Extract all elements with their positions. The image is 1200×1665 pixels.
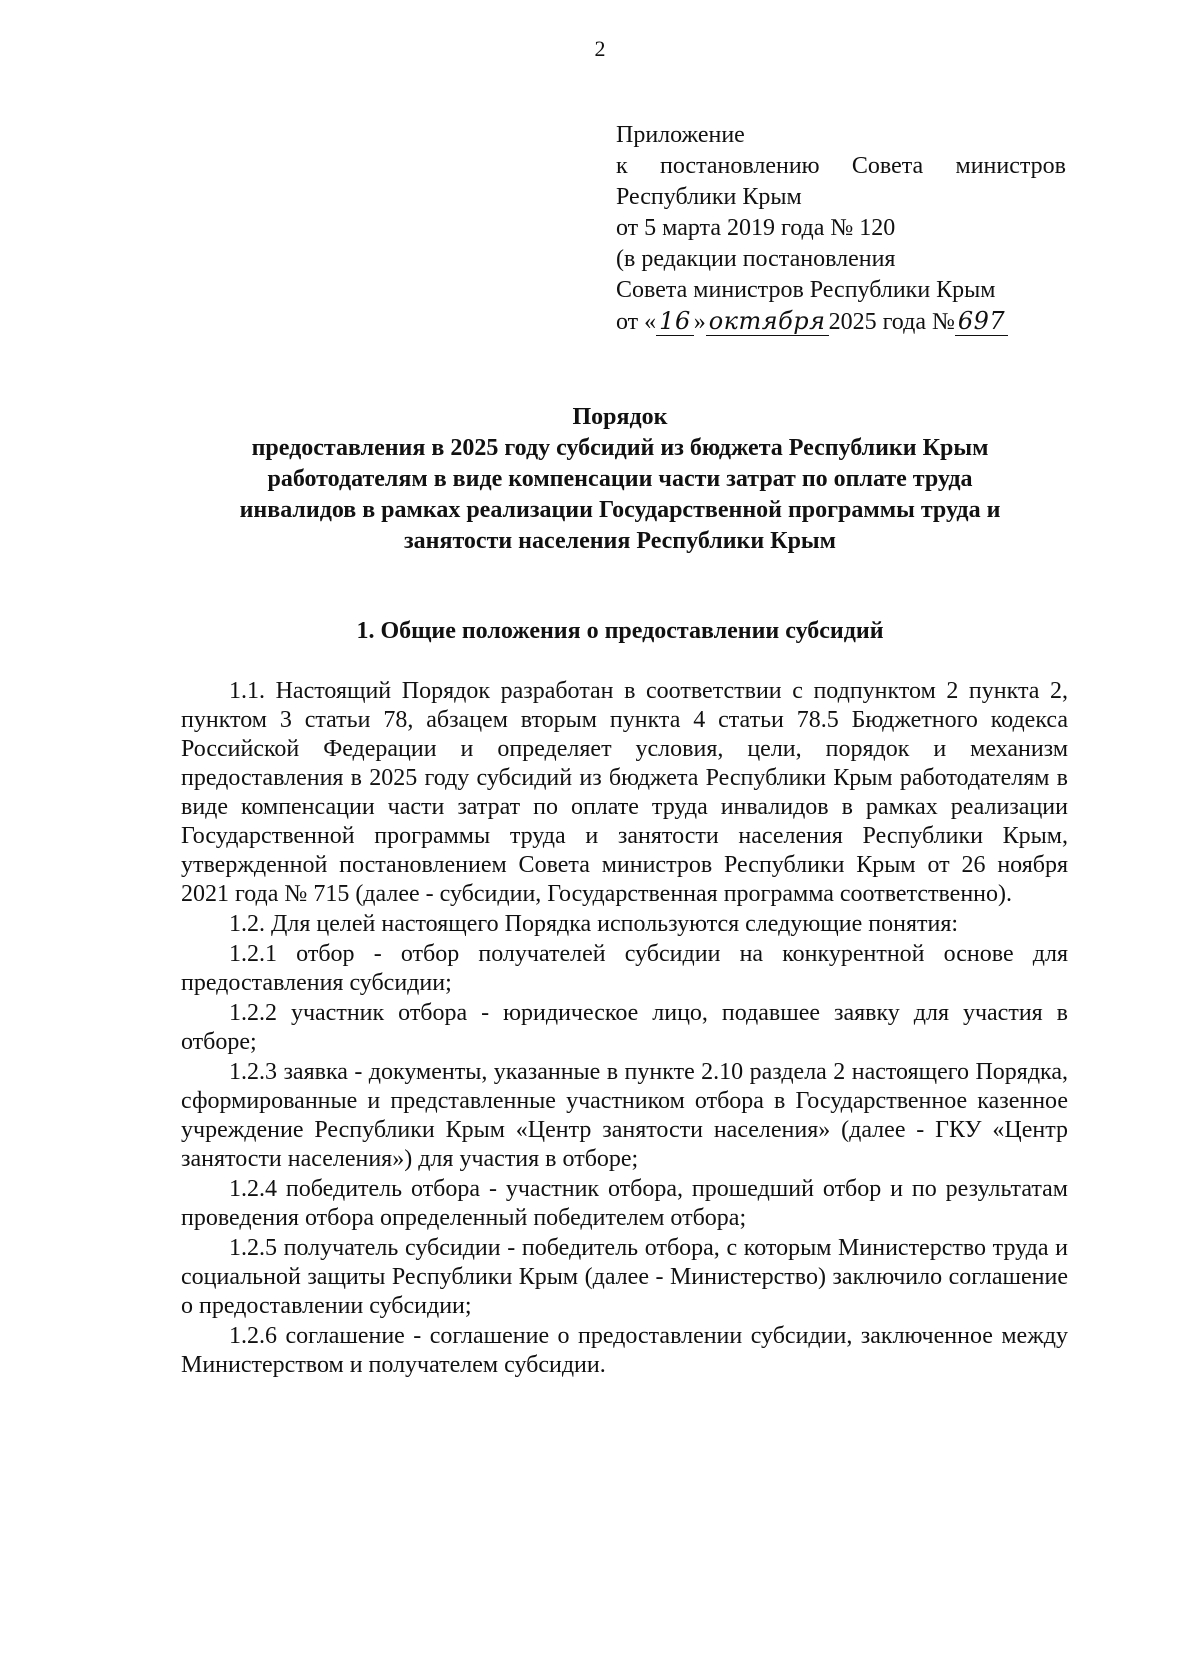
appendix-line-council: Совета министров Республики Крым (616, 277, 996, 303)
paragraph-1-2-6: 1.2.6 соглашение - соглашение о предоставлении субсидии, заключенное между Министерством и получателем субсидии. (181, 1323, 1068, 1378)
paragraph-1-2-5: 1.2.5 получатель субсидии - победитель отбора, с которым Министерство труда и социальной защиты Республики Крым (далее - Министерство) заключило соглашение о предоставлении субсидии; (181, 1235, 1068, 1319)
title-line-5: занятости населения Республики Крым (403, 528, 837, 554)
title-line-4: инвалидов в рамках реализации Государственной программы труда и (239, 497, 1001, 523)
appendix-line-decree: к постановлению Совета министров (616, 153, 1066, 179)
page-number: 2 (594, 36, 606, 61)
appendix-line-revision: (в редакции постановления (616, 246, 896, 272)
title-line-2: предоставления в 2025 году субсидий из бюджета Республики Крым (251, 435, 989, 461)
appendix-header (616, 120, 1066, 338)
title-line-1: Порядок (572, 404, 668, 430)
handwritten-month: октября (706, 307, 829, 336)
paragraph-1-2-3: 1.2.3 заявка - документы, указанные в пункте 2.10 раздела 2 настоящего Порядка, сформированные и представленные участником отбора в Государственное казенное учреждение Республики Крым «Центр занятости населения» (далее - ГКУ «Центр занятости населения») для участия в отборе; (181, 1059, 1068, 1172)
revision-date-prefix: от « (616, 309, 657, 335)
paragraph-1-2-1: 1.2.1 отбор - отбор получателей субсидии на конкурентной основе для предоставления субсидии; (181, 941, 1068, 996)
revision-date-mid: » (693, 309, 706, 335)
revision-date-year: 2025 года № (828, 309, 955, 335)
paragraph-1-2-4: 1.2.4 победитель отбора - участник отбора, прошедший отбор и по результатам проведения отбора определенный победителем отбора; (181, 1176, 1068, 1231)
paragraph-1-2-2: 1.2.2 участник отбора - юридическое лицо, подавшее заявку для участия в отборе; (181, 1000, 1068, 1055)
title-line-3: работодателям в виде компенсации части затрат по оплате труда (267, 466, 973, 492)
appendix-line-republic: Республики Крым (616, 184, 802, 210)
appendix-line-revision-date (616, 306, 1066, 338)
handwritten-day: 16 (656, 307, 694, 336)
paragraph-1-2: 1.2. Для целей настоящего Порядка используются следующие понятия: (229, 911, 959, 937)
appendix-title: Приложение (616, 122, 745, 148)
section-heading: 1. Общие положения о предоставлении субсидий (356, 618, 884, 644)
document-body (181, 677, 1068, 1381)
document-title (160, 402, 1080, 557)
handwritten-number: 697 (955, 307, 1008, 336)
paragraph-1-1: 1.1. Настоящий Порядок разработан в соответствии с подпунктом 2 пункта 2, пунктом 3 статьи 78, абзацем вторым пункта 4 статьи 78.5 Бюджетного кодекса Российской Федерации и определяет условия, цели, порядок и механизм предоставления в 2025 году субсидий из бюджета Республики Крым работодателям в виде компенсации части затрат по оплате труда инвалидов в рамках реализации Государственной программы труда и занятости населения Республики Крым, утвержденной постановлением Совета министров Республики Крым от 26 ноября 2021 года № 715 (далее - субсидии, Государственная программа соответственно). (181, 678, 1068, 907)
appendix-line-date: от 5 марта 2019 года № 120 (616, 215, 896, 241)
